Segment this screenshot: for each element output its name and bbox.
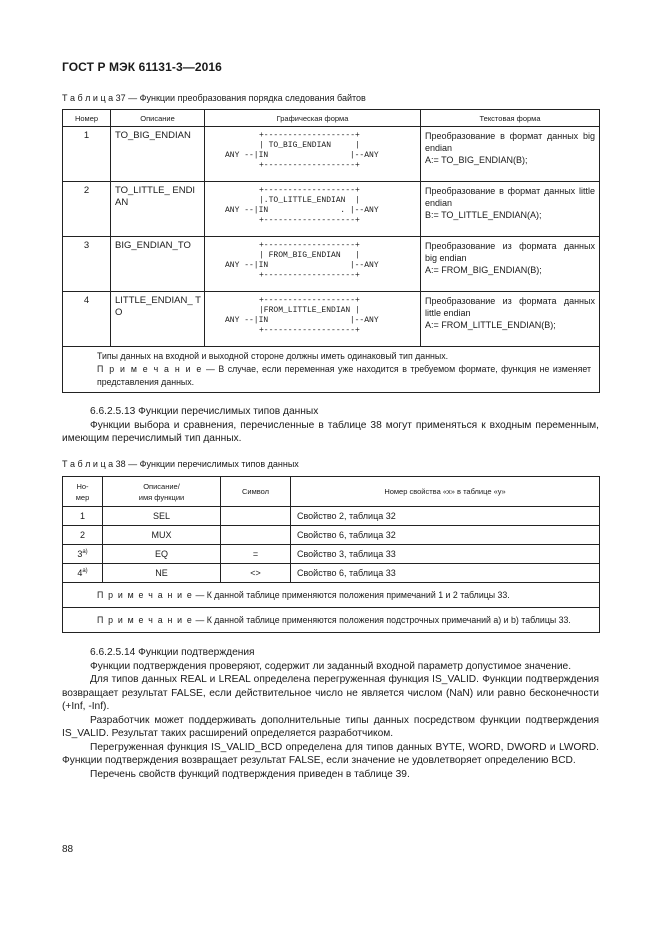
fb-function-name: |FROM_LITTLE_ENDIAN | <box>259 306 360 315</box>
text-form-description: Преобразование из формата данных big endian <box>425 241 595 263</box>
function-name: SEL <box>103 507 221 526</box>
function-name: EQ <box>103 545 221 564</box>
paragraph: Разработчик может поддерживать дополнительные типы данных посредством функции подтверждения IS_VALID. Результат таких расширений определяется разработчиком. <box>62 714 599 739</box>
table-37 <box>62 109 600 393</box>
table-row <box>63 292 600 347</box>
text-form-cell <box>421 182 600 237</box>
table-37-data-type-line: Типы данных на входной и выходной стороне должны иметь одинаковый тип данных. <box>97 351 449 361</box>
note-label: П р и м е ч а н и е <box>97 614 194 625</box>
section-6-6-2-5-14 <box>62 646 599 781</box>
table-row <box>63 564 600 583</box>
document-header: ГОСТ Р МЭК 61131-3—2016 <box>62 60 222 74</box>
note-label: П р и м е ч а н и е <box>97 364 203 374</box>
table-row <box>63 507 600 526</box>
text-form-code: A:= FROM_BIG_ENDIAN(B); <box>425 265 542 275</box>
fb-bottom-border: +-------------------+ <box>259 326 360 335</box>
row-number: 1 <box>63 127 111 182</box>
graphic-form-cell <box>205 182 421 237</box>
text-form-cell <box>421 292 600 347</box>
fb-top-border: +-------------------+ <box>259 186 360 195</box>
fb-top-border: +-------------------+ <box>259 296 360 305</box>
footnote-ref: a) <box>82 568 88 574</box>
table-row <box>63 127 600 182</box>
row-number: 2 <box>63 182 111 237</box>
paragraph: Перечень свойств функций подтверждения приведен в таблице 39. <box>90 768 410 780</box>
table-row <box>63 237 600 292</box>
col-header-text: Текстовая форма <box>421 110 600 127</box>
fb-function-name: | FROM_BIG_ENDIAN | <box>259 251 360 260</box>
table-38-note-row <box>63 608 600 633</box>
footnote-ref: a) <box>82 549 88 555</box>
row-number: 3 <box>63 237 111 292</box>
table-37-note-cell <box>63 347 600 393</box>
table-38-caption-text: — Функции перечислимых типов данных <box>125 459 299 469</box>
table-38-header-row <box>63 477 600 507</box>
section-heading: 6.6.2.5.14 Функции подтверждения <box>90 647 255 658</box>
note-text: — К данной таблице применяются положения примечаний 1 и 2 таблицы 33. <box>193 589 510 600</box>
paragraph: Функции подтверждения проверяют, содержит ли заданный входной параметр допустимое значение. <box>90 660 572 672</box>
row-description: TO_BIG_ENDIAN <box>111 127 205 182</box>
table-38-caption <box>62 459 299 469</box>
fb-io-line: ANY --|IN |--ANY <box>225 151 379 160</box>
table-37-note <box>97 363 591 389</box>
note-label: П р и м е ч а н и е <box>97 589 194 600</box>
row-description: LITTLE_ENDIAN_ TO <box>111 292 205 347</box>
fb-top-border: +-------------------+ <box>259 241 360 250</box>
col-header-symbol: Символ <box>221 477 291 507</box>
text-form-description: Преобразование в формат данных little endian <box>425 186 595 208</box>
function-symbol <box>221 526 291 545</box>
table-37-caption <box>62 93 366 103</box>
col-header-number: Но- мер <box>63 477 103 507</box>
col-header-number: Номер <box>63 110 111 127</box>
col-header-description: Описание <box>111 110 205 127</box>
table-38-note-2 <box>63 608 600 633</box>
section-6-6-2-5-13 <box>62 405 599 446</box>
property-ref: Свойство 2, таблица 32 <box>291 507 600 526</box>
section-heading: 6.6.2.5.13 Функции перечислимых типов данных <box>90 406 319 417</box>
fb-io-line: ANY --|IN |--ANY <box>225 316 379 325</box>
text-form-description: Преобразование из формата данных little endian <box>425 296 595 318</box>
row-number <box>63 507 103 526</box>
text-form-code: A:= FROM_LITTLE_ENDIAN(B); <box>425 320 556 330</box>
fb-top-border: +-------------------+ <box>259 131 360 140</box>
function-symbol <box>221 507 291 526</box>
function-name: NE <box>103 564 221 583</box>
fb-bottom-border: +-------------------+ <box>259 216 360 225</box>
col-header-name: Описание/ имя функции <box>103 477 221 507</box>
fb-bottom-border: +-------------------+ <box>259 271 360 280</box>
row-number <box>63 526 103 545</box>
function-symbol: = <box>221 545 291 564</box>
row-number <box>63 545 103 564</box>
note-text: — К данной таблице применяются положения подстрочных примечаний a) и b) таблицы 33. <box>193 614 571 625</box>
row-number-value: 2 <box>79 530 85 540</box>
page-number: 88 <box>62 844 74 855</box>
fb-io-line: ANY --|IN |--ANY <box>225 261 379 270</box>
property-ref: Свойство 6, таблица 32 <box>291 526 600 545</box>
function-symbol: <> <box>221 564 291 583</box>
table-38 <box>62 476 600 633</box>
text-form-cell <box>421 127 600 182</box>
paragraph: Перегруженная функция IS_VALID_BCD определена для типов данных BYTE, WORD, DWORD и LWORD. Функции подтверждения возвращает результат FALSE, если значение не удовлетворяет определению BCD. <box>62 741 599 766</box>
graphic-form-cell <box>205 237 421 292</box>
row-description: BIG_ENDIAN_TO <box>111 237 205 292</box>
table-37-caption-text: — Функции преобразования порядка следования байтов <box>125 93 366 103</box>
fb-bottom-border: +-------------------+ <box>259 161 360 170</box>
col-header-property: Номер свойства «x» в таблице «y» <box>291 477 600 507</box>
row-number-value: 4 <box>77 568 83 578</box>
table-38-note-row <box>63 583 600 608</box>
row-number-value: 3 <box>77 549 83 559</box>
text-form-cell <box>421 237 600 292</box>
table-38-caption-prefix: Т а б л и ц а 38 <box>62 459 126 469</box>
row-number <box>63 564 103 583</box>
row-number: 4 <box>63 292 111 347</box>
text-form-description: Преобразование в формат данных big endian <box>425 131 595 153</box>
table-37-caption-prefix: Т а б л и ц а 37 <box>62 93 126 103</box>
text-form-code: A:= TO_BIG_ENDIAN(B); <box>425 155 528 165</box>
paragraph: Функции выбора и сравнения, перечисленные в таблице 38 могут применяться к входным переменным, имеющим перечислимый тип данных. <box>62 419 599 444</box>
table-37-header-row <box>63 110 600 127</box>
fb-function-name: | TO_BIG_ENDIAN | <box>259 141 360 150</box>
graphic-form-cell <box>205 292 421 347</box>
text-form-code: B:= TO_LITTLE_ENDIAN(A); <box>425 210 542 220</box>
function-name: MUX <box>103 526 221 545</box>
table-38-note-1 <box>63 583 600 608</box>
property-ref: Свойство 6, таблица 33 <box>291 564 600 583</box>
table-row <box>63 182 600 237</box>
note-text: — В случае, если переменная уже находится в требуемом формате, функция не изменяет представления данных. <box>97 364 592 387</box>
col-header-graphic: Графическая форма <box>205 110 421 127</box>
fb-function-name: |.TO_LITTLE_ENDIAN | <box>259 196 360 205</box>
row-description: TO_LITTLE_ ENDIAN <box>111 182 205 237</box>
row-number-value: 1 <box>79 511 85 521</box>
table-row <box>63 526 600 545</box>
property-ref: Свойство 3, таблица 33 <box>291 545 600 564</box>
fb-io-line: ANY --|IN . |--ANY <box>225 206 379 215</box>
table-37-note-row <box>63 347 600 393</box>
graphic-form-cell <box>205 127 421 182</box>
table-row <box>63 545 600 564</box>
paragraph: Для типов данных REAL и LREAL определена перегруженная функция IS_VALID. Функции подтверждения возвращает результат FALSE, если действительное число не является числом (NaN) или равно бесконечности (+Inf, -Inf). <box>62 674 599 712</box>
